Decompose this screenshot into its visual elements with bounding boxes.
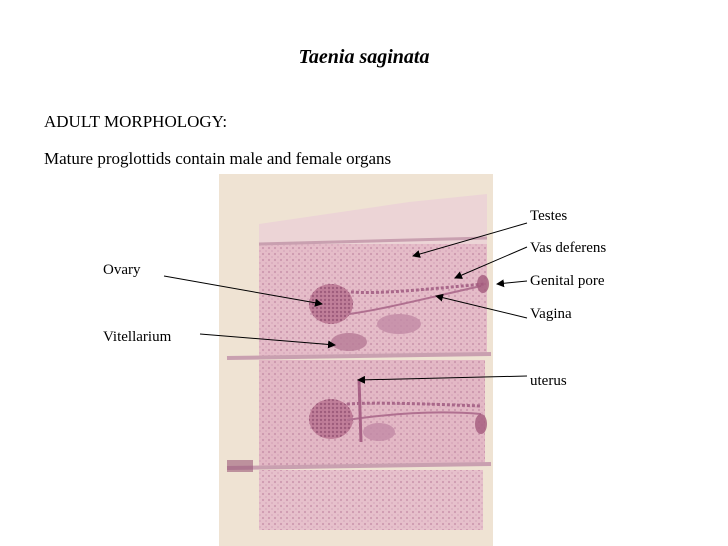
section-subheading: Mature proglottids contain male and female organs [44,149,392,168]
label-genital-pore: Genital pore [530,273,605,289]
label-testes: Testes [530,208,568,224]
section-heading: ADULT MORPHOLOGY: [44,112,228,131]
label-uterus: uterus [530,373,567,389]
label-vagina: Vagina [530,306,572,322]
testes-arrow [413,223,527,256]
label-vas-deferens: Vas deferens [530,240,607,256]
uterus-arrow [358,376,527,380]
slide-title: Taenia saginata [298,46,430,68]
vagina-arrow [436,296,527,318]
label-ovary: Ovary [103,262,141,278]
genital-pore-arrow [497,281,527,284]
label-vitellarium: Vitellarium [103,329,172,345]
ovary-arrow [164,276,322,304]
vitellarium-arrow [200,334,335,345]
vas-deferens-arrow [455,247,527,278]
